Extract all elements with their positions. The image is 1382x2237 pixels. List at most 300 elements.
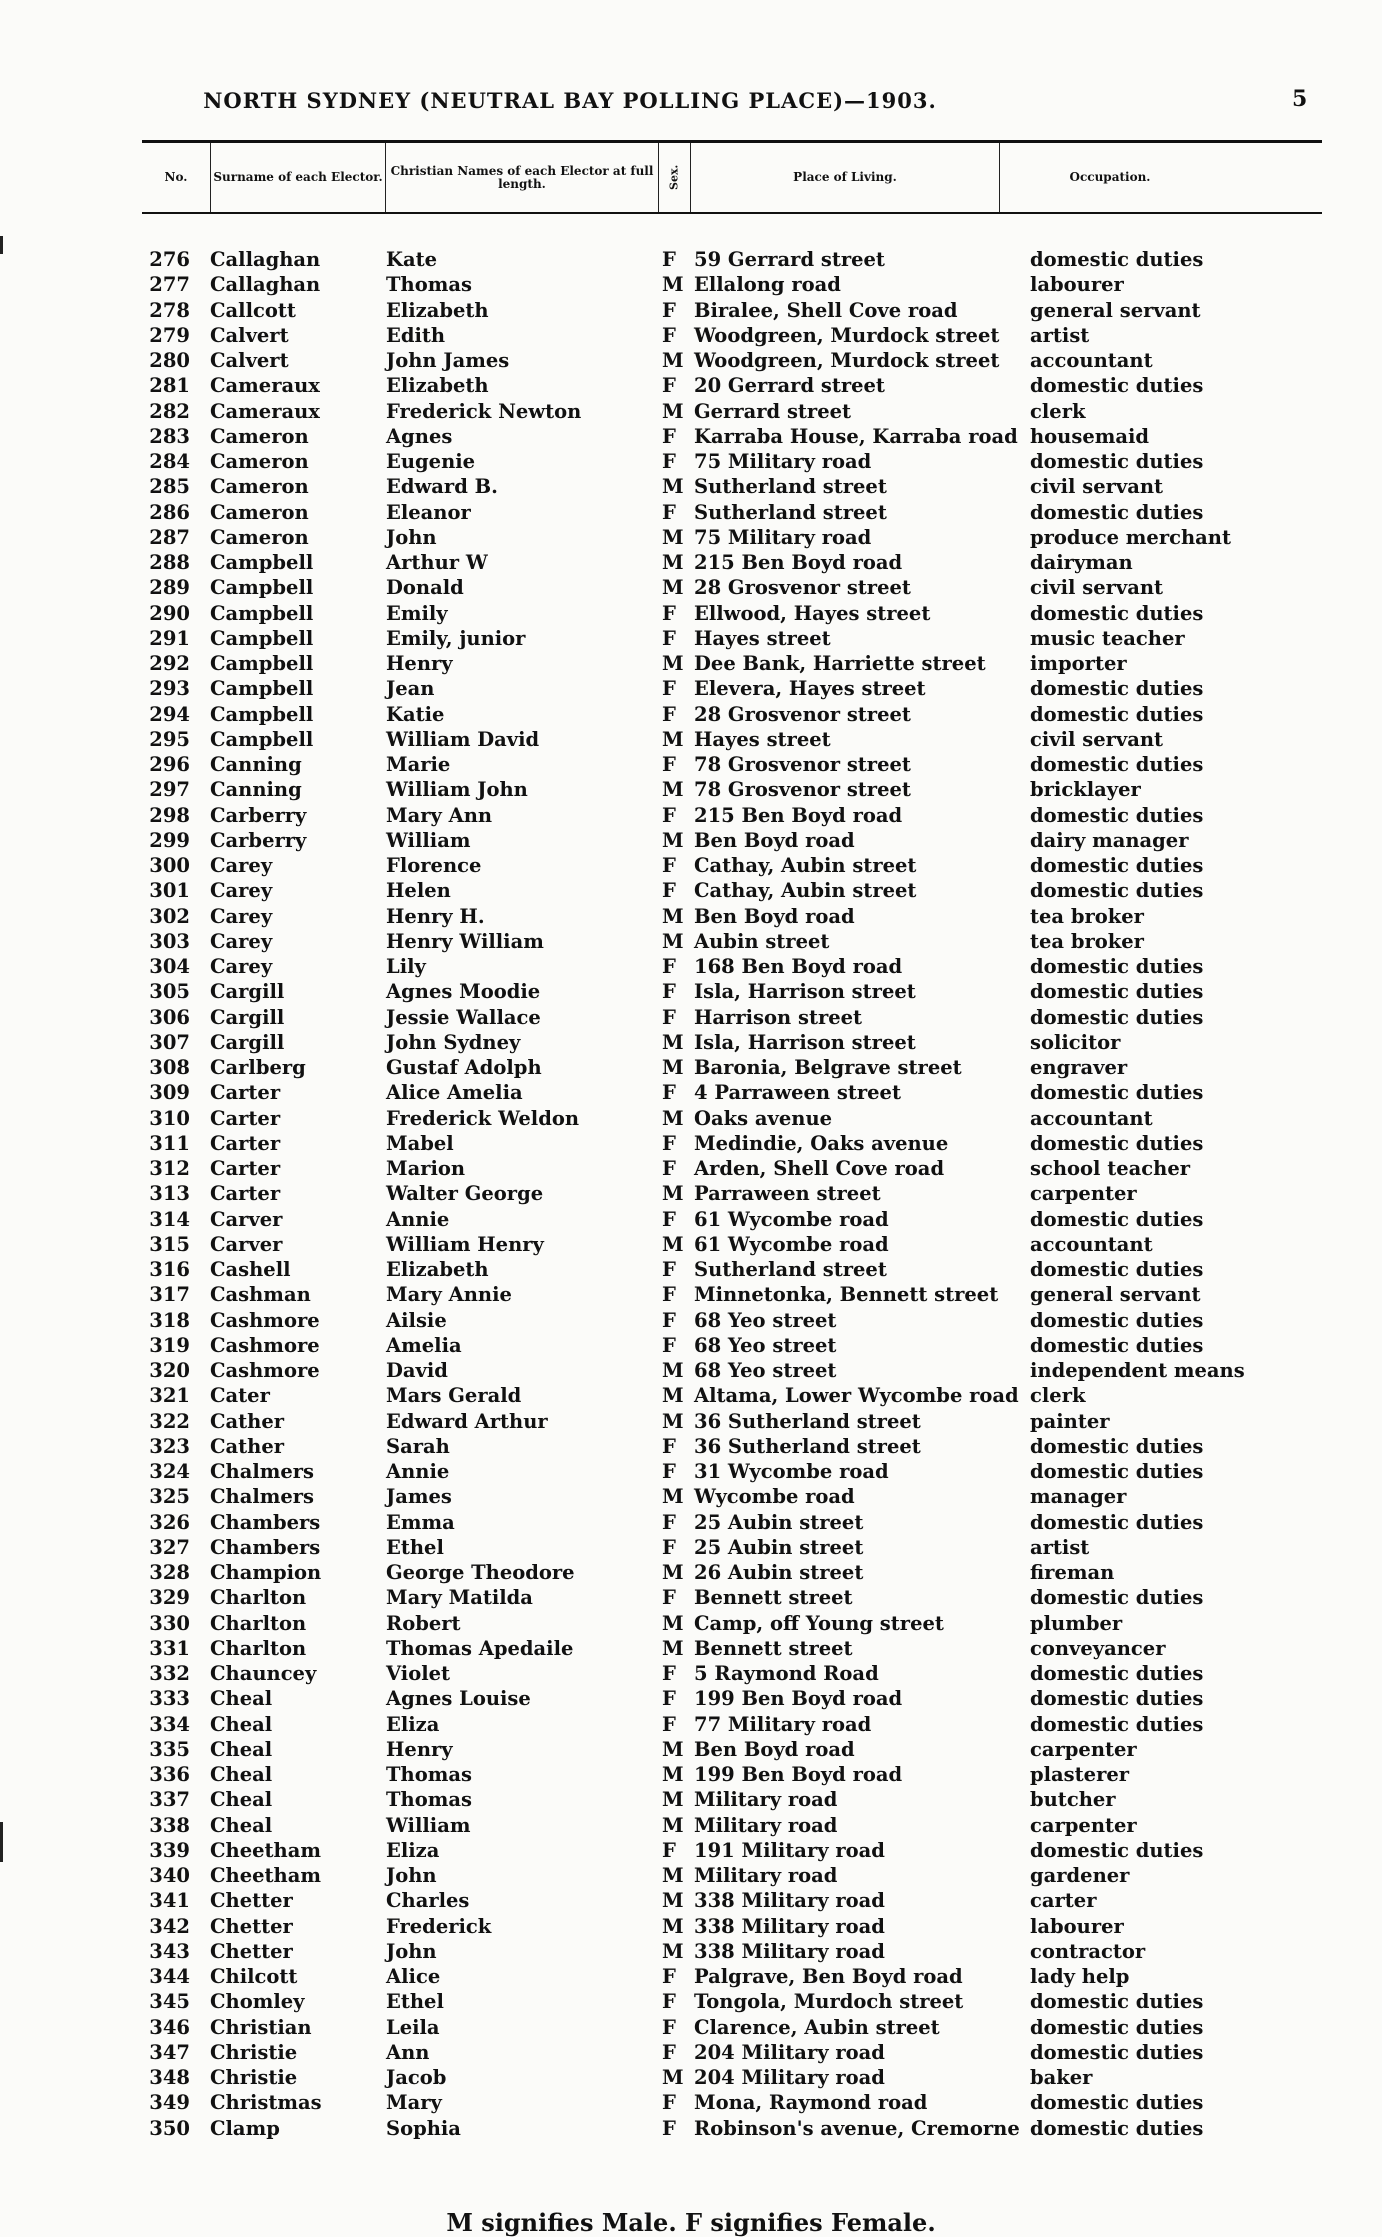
elector-surname: Callaghan — [210, 273, 321, 297]
table-row — [142, 1939, 1322, 1964]
elector-surname: Charlton — [210, 1586, 307, 1610]
elector-number: 327 — [149, 1535, 190, 1559]
elector-occupation: labourer — [1030, 273, 1124, 297]
elector-surname: Chetter — [210, 1889, 293, 1913]
elector-occupation: domestic duties — [1030, 854, 1204, 877]
elector-occupation: artist — [1030, 1535, 1090, 1559]
elector-christian-names: Agnes Louise — [386, 1687, 531, 1711]
table-row — [142, 272, 1322, 297]
table-row — [142, 298, 1322, 323]
elector-sex: F — [662, 677, 676, 701]
elector-occupation: domestic duties — [1030, 500, 1204, 524]
elector-place-of-living: Dee Bank, Harriette street — [694, 652, 986, 675]
elector-place-of-living: Military road — [694, 1788, 838, 1812]
elector-number: 333 — [149, 1687, 190, 1711]
table-row — [142, 2090, 1322, 2115]
elector-surname: Cashman — [210, 1283, 311, 1307]
table-row — [142, 550, 1322, 575]
elector-occupation: domestic duties — [1030, 248, 1204, 271]
elector-christian-names: Mabel — [386, 1131, 454, 1155]
elector-number: 291 — [149, 626, 190, 650]
elector-christian-names: Frederick Weldon — [386, 1106, 580, 1130]
table-row — [142, 1712, 1322, 1737]
elector-place-of-living: 28 Grosvenor street — [694, 576, 911, 600]
elector-occupation: domestic duties — [1030, 1838, 1204, 1862]
elector-surname: Cater — [210, 1384, 270, 1408]
elector-surname: Campbell — [210, 652, 314, 675]
table-row — [142, 1484, 1322, 1509]
elector-surname: Chomley — [210, 1990, 305, 2014]
elector-place-of-living: 75 Military road — [694, 525, 872, 549]
elector-surname: Campbell — [210, 702, 314, 726]
elector-occupation: importer — [1030, 652, 1127, 675]
elector-sex: M — [662, 349, 684, 372]
elector-occupation: domestic duties — [1030, 955, 1204, 978]
elector-occupation: domestic duties — [1030, 1510, 1204, 1534]
table-row — [142, 1080, 1322, 1105]
elector-occupation: butcher — [1030, 1788, 1116, 1812]
elector-sex: F — [662, 1005, 676, 1029]
elector-number: 292 — [149, 652, 190, 675]
elector-christian-names: Kate — [386, 248, 437, 271]
elector-occupation: domestic duties — [1030, 1308, 1204, 1332]
elector-sex: F — [662, 1965, 676, 1988]
elector-surname: Cheal — [210, 1737, 273, 1761]
elector-surname: Cheal — [210, 1788, 273, 1812]
elector-christian-names: Emma — [386, 1510, 455, 1534]
elector-place-of-living: 59 Gerrard street — [694, 248, 885, 271]
elector-place-of-living: Isla, Harrison street — [694, 980, 916, 1004]
elector-sex: M — [662, 1914, 684, 1938]
elector-occupation: engraver — [1030, 1056, 1128, 1079]
elector-place-of-living: Mona, Raymond road — [694, 2091, 928, 2115]
elector-number: 305 — [149, 980, 190, 1004]
elector-surname: Cheal — [210, 1763, 273, 1786]
table-row — [142, 348, 1322, 373]
elector-surname: Cashmore — [210, 1359, 320, 1382]
elector-number: 315 — [149, 1232, 190, 1256]
elector-christian-names: Mary Annie — [386, 1283, 512, 1307]
elector-place-of-living: 204 Military road — [694, 2040, 885, 2064]
elector-occupation: domestic duties — [1030, 1662, 1204, 1685]
elector-place-of-living: 215 Ben Boyd road — [694, 803, 903, 827]
elector-surname: Callaghan — [210, 248, 321, 271]
table-row — [142, 1181, 1322, 1206]
elector-place-of-living: Woodgreen, Murdock street — [694, 323, 1000, 347]
elector-christian-names: Mars Gerald — [386, 1384, 522, 1408]
table-row — [142, 1308, 1322, 1333]
elector-surname: Carberry — [210, 828, 307, 852]
table-row — [142, 1030, 1322, 1055]
elector-sex: F — [662, 1081, 676, 1105]
elector-surname: Cameraux — [210, 399, 320, 423]
elector-christian-names: Alice Amelia — [386, 1081, 523, 1105]
elector-place-of-living: Wycombe road — [694, 1485, 855, 1509]
elector-number: 310 — [149, 1106, 190, 1130]
elector-sex: F — [662, 1460, 676, 1483]
elector-christian-names: Ethel — [386, 1990, 444, 2014]
elector-occupation: manager — [1030, 1485, 1127, 1509]
elector-number: 287 — [149, 525, 190, 549]
elector-number: 339 — [149, 1838, 190, 1862]
elector-christian-names: Eliza — [386, 1838, 440, 1862]
elector-place-of-living: Camp, off Young street — [694, 1611, 944, 1635]
elector-sex: F — [662, 1510, 676, 1534]
elector-place-of-living: Altama, Lower Wycombe road — [694, 1384, 1019, 1408]
table-row — [142, 1106, 1322, 1131]
elector-christian-names: John James — [386, 349, 510, 372]
elector-sex: F — [662, 500, 676, 524]
elector-place-of-living: 338 Military road — [694, 1914, 885, 1938]
elector-christian-names: Ann — [386, 2040, 430, 2064]
page-title: NORTH SYDNEY (NEUTRAL BAY POLLING PLACE)—1903. — [203, 88, 937, 113]
elector-number: 335 — [149, 1737, 190, 1761]
elector-christian-names: James — [386, 1485, 452, 1509]
elector-christian-names: Thomas — [386, 273, 472, 297]
elector-number: 325 — [149, 1485, 190, 1509]
elector-christian-names: Ethel — [386, 1535, 444, 1559]
table-row — [142, 1661, 1322, 1686]
table-row — [142, 676, 1322, 701]
elector-number: 321 — [149, 1384, 190, 1408]
elector-christian-names: Henry — [386, 1737, 453, 1761]
table-row — [142, 878, 1322, 903]
elector-surname: Canning — [210, 778, 302, 802]
table-row — [142, 1434, 1322, 1459]
elector-surname: Carlberg — [210, 1056, 306, 1079]
elector-surname: Carberry — [210, 803, 307, 827]
elector-christian-names: Arthur W — [386, 551, 488, 574]
elector-number: 318 — [149, 1308, 190, 1332]
elector-sex: F — [662, 2091, 676, 2115]
page-number: 5 — [1292, 86, 1308, 112]
table-row — [142, 1535, 1322, 1560]
elector-occupation: domestic duties — [1030, 702, 1204, 726]
elector-christian-names: Thomas Apedaile — [386, 1636, 574, 1660]
table-row — [142, 424, 1322, 449]
elector-place-of-living: Military road — [694, 1864, 838, 1887]
elector-number: 350 — [149, 2116, 190, 2140]
elector-christian-names: Agnes — [386, 424, 453, 448]
table-row — [142, 828, 1322, 853]
header-occupation: Occupation. — [1069, 170, 1151, 184]
table-row — [142, 1333, 1322, 1358]
elector-occupation: dairyman — [1030, 551, 1133, 574]
table-header-rule — [142, 212, 1322, 214]
elector-sex: M — [662, 929, 684, 953]
elector-sex: F — [662, 1131, 676, 1155]
elector-number: 349 — [149, 2091, 190, 2115]
elector-surname: Chalmers — [210, 1485, 315, 1509]
elector-surname: Carver — [210, 1232, 283, 1256]
elector-sex: M — [662, 1409, 684, 1433]
elector-number: 345 — [149, 1990, 190, 2014]
elector-place-of-living: Arden, Shell Cove road — [694, 1157, 945, 1180]
elector-surname: Chambers — [210, 1510, 321, 1534]
elector-sex: M — [662, 1232, 684, 1256]
elector-sex: F — [662, 1535, 676, 1559]
elector-christian-names: Thomas — [386, 1788, 472, 1812]
elector-surname: Christie — [210, 2040, 298, 2064]
elector-place-of-living: 191 Military road — [694, 1838, 885, 1862]
elector-sex: M — [662, 1636, 684, 1660]
elector-sex: F — [662, 980, 676, 1004]
elector-occupation: music teacher — [1030, 626, 1185, 650]
elector-surname: Callcott — [210, 298, 296, 322]
elector-sex: M — [662, 1106, 684, 1130]
elector-number: 312 — [149, 1157, 190, 1180]
elector-number: 283 — [149, 424, 190, 448]
elector-place-of-living: 26 Aubin street — [694, 1561, 864, 1584]
elector-occupation: conveyancer — [1030, 1636, 1166, 1660]
elector-place-of-living: Aubin street — [694, 929, 830, 953]
elector-place-of-living: Bennett street — [694, 1586, 853, 1610]
elector-rows — [142, 247, 1322, 2141]
elector-christian-names: Eugenie — [386, 450, 476, 473]
elector-occupation: school teacher — [1030, 1157, 1191, 1180]
elector-sex: F — [662, 1838, 676, 1862]
elector-sex: F — [662, 702, 676, 726]
elector-occupation: domestic duties — [1030, 2015, 1204, 2039]
elector-surname: Chauncey — [210, 1662, 317, 1685]
table-row — [142, 575, 1322, 600]
elector-number: 278 — [149, 298, 190, 322]
elector-occupation: independent means — [1030, 1359, 1245, 1382]
elector-sex: M — [662, 525, 684, 549]
elector-christian-names: Henry William — [386, 929, 544, 953]
elector-surname: Carey — [210, 879, 273, 903]
elector-surname: Cameron — [210, 475, 309, 499]
elector-occupation: lady help — [1030, 1965, 1130, 1988]
elector-number: 279 — [149, 323, 190, 347]
elector-number: 320 — [149, 1359, 190, 1382]
elector-number: 324 — [149, 1460, 190, 1483]
table-row — [142, 1838, 1322, 1863]
elector-christian-names: William — [386, 828, 471, 852]
elector-occupation: baker — [1030, 2066, 1093, 2089]
elector-sex: M — [662, 1788, 684, 1812]
elector-number: 304 — [149, 955, 190, 978]
elector-number: 319 — [149, 1333, 190, 1357]
elector-surname: Campbell — [210, 601, 314, 625]
elector-occupation: domestic duties — [1030, 753, 1204, 776]
elector-christian-names: Elizabeth — [386, 298, 489, 322]
elector-sex: F — [662, 1157, 676, 1180]
elector-sex: F — [662, 298, 676, 322]
elector-number: 332 — [149, 1662, 190, 1685]
elector-number: 341 — [149, 1889, 190, 1913]
table-row — [142, 1510, 1322, 1535]
elector-surname: Chilcott — [210, 1965, 298, 1988]
elector-christian-names: Annie — [386, 1460, 450, 1483]
elector-sex: F — [662, 854, 676, 877]
elector-occupation: civil servant — [1030, 727, 1164, 751]
elector-christian-names: Marie — [386, 753, 451, 776]
elector-occupation: clerk — [1030, 1384, 1086, 1408]
elector-occupation: accountant — [1030, 1232, 1153, 1256]
elector-number: 294 — [149, 702, 190, 726]
elector-surname: Cargill — [210, 1005, 285, 1029]
table-row — [142, 1358, 1322, 1383]
elector-occupation: domestic duties — [1030, 677, 1204, 701]
elector-number: 346 — [149, 2015, 190, 2039]
elector-sex: F — [662, 1434, 676, 1458]
elector-christian-names: Gustaf Adolph — [386, 1056, 542, 1079]
elector-number: 326 — [149, 1510, 190, 1534]
elector-number: 348 — [149, 2066, 190, 2089]
elector-occupation: domestic duties — [1030, 1434, 1204, 1458]
elector-sex: F — [662, 626, 676, 650]
table-row — [142, 1232, 1322, 1257]
elector-place-of-living: 25 Aubin street — [694, 1535, 864, 1559]
elector-occupation: carpenter — [1030, 1182, 1137, 1206]
elector-surname: Cameraux — [210, 374, 320, 398]
elector-occupation: domestic duties — [1030, 450, 1204, 473]
elector-place-of-living: 31 Wycombe road — [694, 1460, 889, 1483]
elector-sex: M — [662, 1359, 684, 1382]
elector-number: 329 — [149, 1586, 190, 1610]
elector-occupation: produce merchant — [1030, 525, 1231, 549]
elector-surname: Calvert — [210, 349, 289, 372]
elector-sex: M — [662, 273, 684, 297]
table-row — [142, 1989, 1322, 2014]
table-row — [142, 373, 1322, 398]
table-row — [142, 803, 1322, 828]
elector-christian-names: Edward Arthur — [386, 1409, 548, 1433]
elector-number: 276 — [149, 248, 190, 271]
elector-place-of-living: 25 Aubin street — [694, 1510, 864, 1534]
table-row — [142, 929, 1322, 954]
elector-christian-names: Ailsie — [386, 1308, 447, 1332]
elector-surname: Cather — [210, 1434, 285, 1458]
elector-sex: F — [662, 1990, 676, 2014]
elector-place-of-living: 168 Ben Boyd road — [694, 955, 903, 978]
elector-place-of-living: Clarence, Aubin street — [694, 2015, 940, 2039]
elector-number: 307 — [149, 1030, 190, 1054]
table-row — [142, 1964, 1322, 1989]
elector-sex: F — [662, 803, 676, 827]
elector-occupation: civil servant — [1030, 475, 1164, 499]
elector-christian-names: William — [386, 1813, 471, 1837]
elector-number: 340 — [149, 1864, 190, 1887]
elector-occupation: general servant — [1030, 1283, 1201, 1307]
elector-sex: M — [662, 1384, 684, 1408]
elector-surname: Christie — [210, 2066, 298, 2089]
table-row — [142, 1914, 1322, 1939]
table-row — [142, 2116, 1322, 2141]
elector-surname: Cashell — [210, 1258, 291, 1281]
header-surname: Surname of each Elector. — [213, 170, 383, 184]
elector-number: 344 — [149, 1965, 190, 1988]
elector-place-of-living: Cathay, Aubin street — [694, 879, 917, 903]
elector-sex: M — [662, 1056, 684, 1079]
elector-christian-names: Marion — [386, 1157, 466, 1180]
elector-christian-names: John — [386, 525, 437, 549]
elector-occupation: labourer — [1030, 1914, 1124, 1938]
header-no: No. — [164, 170, 188, 184]
elector-christian-names: Jacob — [386, 2066, 447, 2089]
table-row — [142, 1156, 1322, 1181]
elector-surname: Cheetham — [210, 1864, 321, 1887]
table-row — [142, 1383, 1322, 1408]
elector-christian-names: Henry — [386, 652, 453, 675]
elector-christian-names: Eliza — [386, 1712, 440, 1736]
elector-number: 277 — [149, 273, 190, 297]
elector-number: 303 — [149, 929, 190, 953]
elector-place-of-living: Biralee, Shell Cove road — [694, 298, 958, 322]
elector-sex: F — [662, 1258, 676, 1281]
elector-surname: Carey — [210, 955, 273, 978]
header-christian: Christian Names of each Elector at full length. — [390, 163, 654, 191]
elector-number: 323 — [149, 1434, 190, 1458]
elector-number: 347 — [149, 2040, 190, 2064]
elector-sex: M — [662, 475, 684, 499]
elector-number: 295 — [149, 727, 190, 751]
sex-legend: M signifies Male. F signifies Female. — [446, 2208, 936, 2237]
elector-occupation: domestic duties — [1030, 803, 1204, 827]
table-row — [142, 853, 1322, 878]
elector-place-of-living: Karraba House, Karraba road — [694, 424, 1018, 448]
elector-occupation: domestic duties — [1030, 374, 1204, 398]
table-row — [142, 2015, 1322, 2040]
elector-surname: Carey — [210, 854, 273, 877]
elector-sex: M — [662, 778, 684, 802]
table-row — [142, 2040, 1322, 2065]
elector-number: 280 — [149, 349, 190, 372]
elector-christian-names: Charles — [386, 1889, 470, 1913]
elector-sex: F — [662, 2116, 676, 2140]
elector-place-of-living: Elevera, Hayes street — [694, 677, 926, 701]
elector-occupation: domestic duties — [1030, 2091, 1204, 2115]
elector-christian-names: Annie — [386, 1207, 450, 1231]
elector-sex: M — [662, 1182, 684, 1206]
elector-place-of-living: Isla, Harrison street — [694, 1030, 916, 1054]
table-row — [142, 449, 1322, 474]
elector-number: 306 — [149, 1005, 190, 1029]
elector-occupation: domestic duties — [1030, 1333, 1204, 1357]
elector-place-of-living: 77 Military road — [694, 1712, 872, 1736]
elector-place-of-living: 78 Grosvenor street — [694, 778, 911, 802]
elector-place-of-living: 215 Ben Boyd road — [694, 551, 903, 574]
elector-sex: M — [662, 1763, 684, 1786]
elector-place-of-living: 36 Sutherland street — [694, 1409, 921, 1433]
elector-number: 290 — [149, 601, 190, 625]
elector-occupation: plasterer — [1030, 1763, 1130, 1786]
elector-place-of-living: Sutherland street — [694, 1258, 887, 1281]
elector-place-of-living: 199 Ben Boyd road — [694, 1763, 903, 1786]
elector-number: 282 — [149, 399, 190, 423]
elector-christian-names: Eleanor — [386, 500, 471, 524]
table-row — [142, 954, 1322, 979]
elector-christian-names: Edith — [386, 323, 446, 347]
elector-christian-names: Sarah — [386, 1434, 450, 1458]
elector-sex: F — [662, 1687, 676, 1711]
elector-sex: F — [662, 424, 676, 448]
elector-sex: F — [662, 753, 676, 776]
elector-occupation: domestic duties — [1030, 1131, 1204, 1155]
elector-place-of-living: Ben Boyd road — [694, 828, 855, 852]
table-row — [142, 904, 1322, 929]
elector-surname: Cheal — [210, 1687, 273, 1711]
elector-christian-names: Jean — [386, 677, 435, 701]
elector-place-of-living: 36 Sutherland street — [694, 1434, 921, 1458]
elector-place-of-living: Robinson's avenue, Cremorne — [694, 2116, 1020, 2140]
elector-surname: Carter — [210, 1131, 281, 1155]
elector-place-of-living: 338 Military road — [694, 1889, 885, 1913]
elector-place-of-living: 199 Ben Boyd road — [694, 1687, 903, 1711]
table-row — [142, 1762, 1322, 1787]
elector-occupation: dairy manager — [1030, 828, 1189, 852]
